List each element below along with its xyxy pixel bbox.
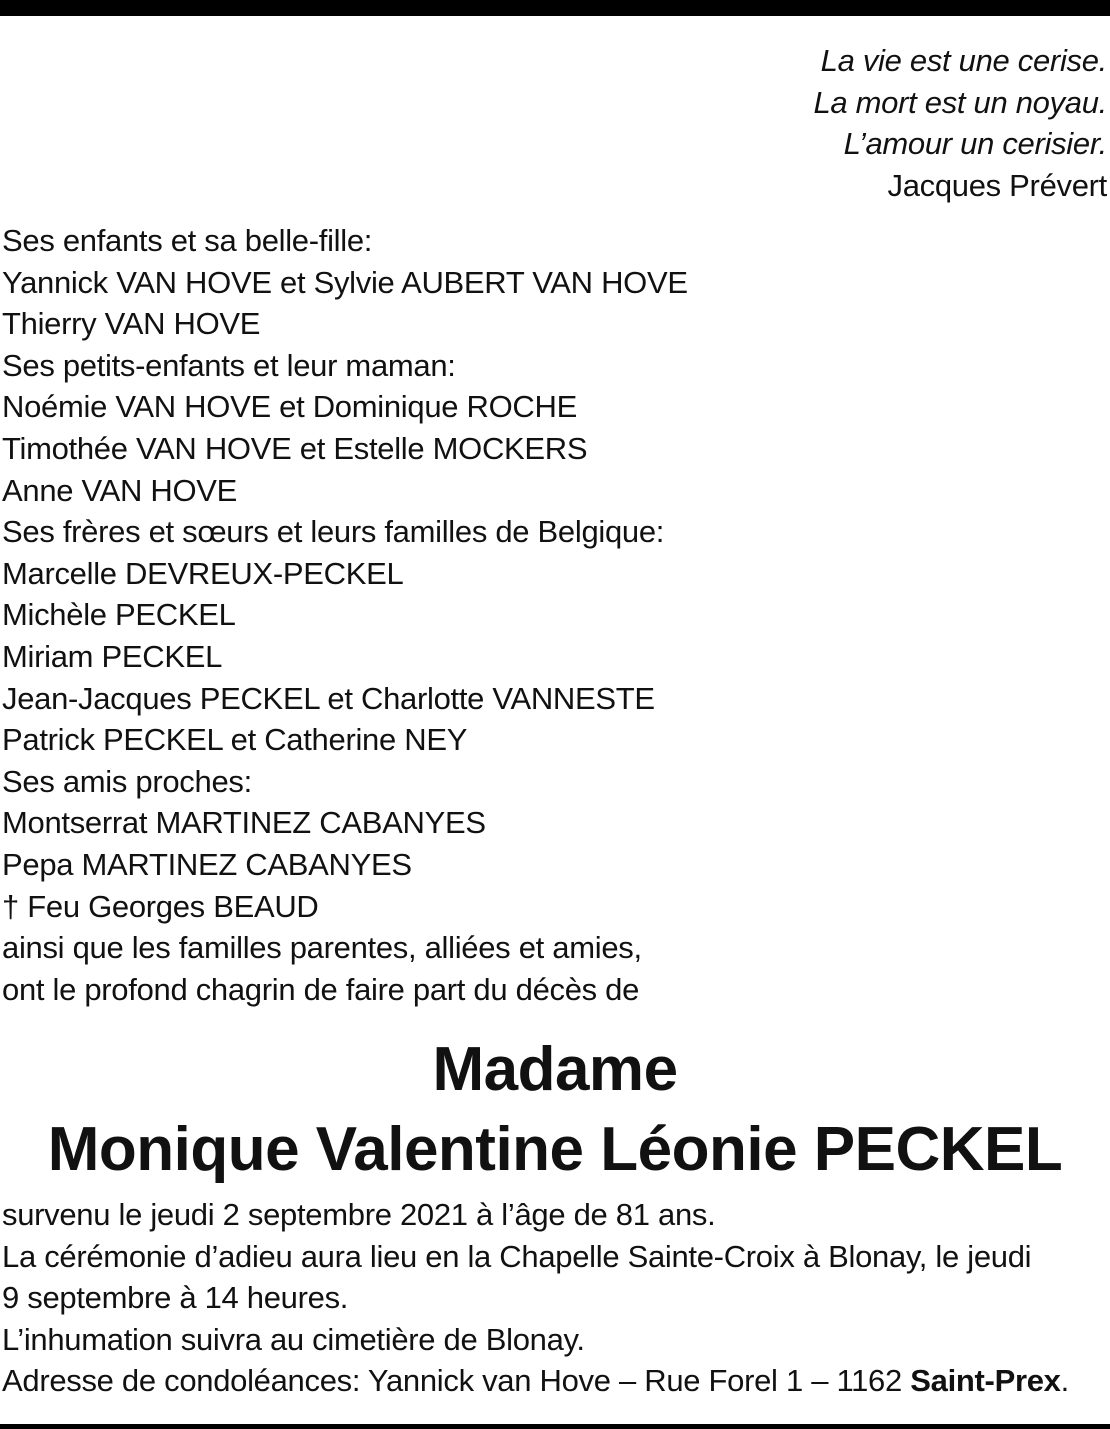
family-list bbox=[2, 220, 688, 1010]
bottom-border-rule bbox=[0, 1424, 1110, 1429]
ceremony-line: La cérémonie d’adieu aura lieu en la Chapelle Sainte-Croix à Blonay, le jeudi bbox=[2, 1238, 1032, 1274]
family-line: Marcelle DEVREUX-PECKEL bbox=[2, 555, 404, 591]
family-line: Ses petits-enfants et leur maman: bbox=[2, 347, 456, 383]
family-line: Montserrat MARTINEZ CABANYES bbox=[2, 805, 486, 841]
top-border-rule bbox=[0, 0, 1110, 16]
death-date-line: survenu le jeudi 2 septembre 2021 à l’âge de 81 ans. bbox=[2, 1197, 716, 1232]
address-prefix: Adresse de condoléances: Yannick van Hove – Rue Forel 1 – 1162 bbox=[2, 1363, 911, 1399]
quote-author: Jacques Prévert bbox=[887, 167, 1107, 203]
family-line: Noémie VAN HOVE et Dominique ROCHE bbox=[2, 389, 577, 425]
family-line: Ses frères et sœurs et leurs familles de Belgique: bbox=[2, 514, 665, 550]
family-line: † Feu Georges BEAUD bbox=[2, 888, 319, 924]
address-city: Saint-Prex bbox=[910, 1363, 1061, 1399]
family-line: ainsi que les familles parentes, alliées et amies, bbox=[2, 930, 642, 966]
family-line: Ses enfants et sa belle-fille: bbox=[2, 223, 373, 258]
family-line: ont le profond chagrin de faire part du décès de bbox=[2, 971, 640, 1007]
family-line: Miriam PECKEL bbox=[2, 638, 223, 674]
quote-line-2: La mort est un noyau. bbox=[813, 84, 1107, 120]
deceased-title: Madame bbox=[432, 1035, 678, 1104]
family-line: Pepa MARTINEZ CABANYES bbox=[2, 846, 412, 882]
quote-line-3: L’amour un cerisier. bbox=[843, 126, 1107, 161]
address-suffix: . bbox=[1060, 1363, 1069, 1399]
deceased-name: Monique Valentine Léonie PECKEL bbox=[47, 1115, 1063, 1184]
family-line: Timothée VAN HOVE et Estelle MOCKERS bbox=[2, 430, 588, 466]
burial-line: L’inhumation suivra au cimetière de Blonay. bbox=[2, 1321, 585, 1357]
condolences-address bbox=[2, 1360, 1108, 1402]
family-line: Thierry VAN HOVE bbox=[2, 306, 261, 342]
deceased-name-block bbox=[0, 1030, 1110, 1190]
family-line: Yannick VAN HOVE et Sylvie AUBERT VAN HOVE bbox=[2, 264, 688, 300]
family-line: Jean-Jacques PECKEL et Charlotte VANNESTE bbox=[2, 680, 655, 716]
ceremony-details bbox=[2, 1194, 1108, 1402]
family-line: Michèle PECKEL bbox=[2, 597, 236, 633]
quote-line-1: La vie est une cerise. bbox=[820, 43, 1107, 78]
epigraph-quote bbox=[813, 40, 1107, 206]
family-line: Anne VAN HOVE bbox=[2, 472, 238, 508]
family-line: Patrick PECKEL et Catherine NEY bbox=[2, 722, 468, 758]
ceremony-time-line: 9 septembre à 14 heures. bbox=[2, 1280, 349, 1316]
family-line: Ses amis proches: bbox=[2, 763, 252, 799]
